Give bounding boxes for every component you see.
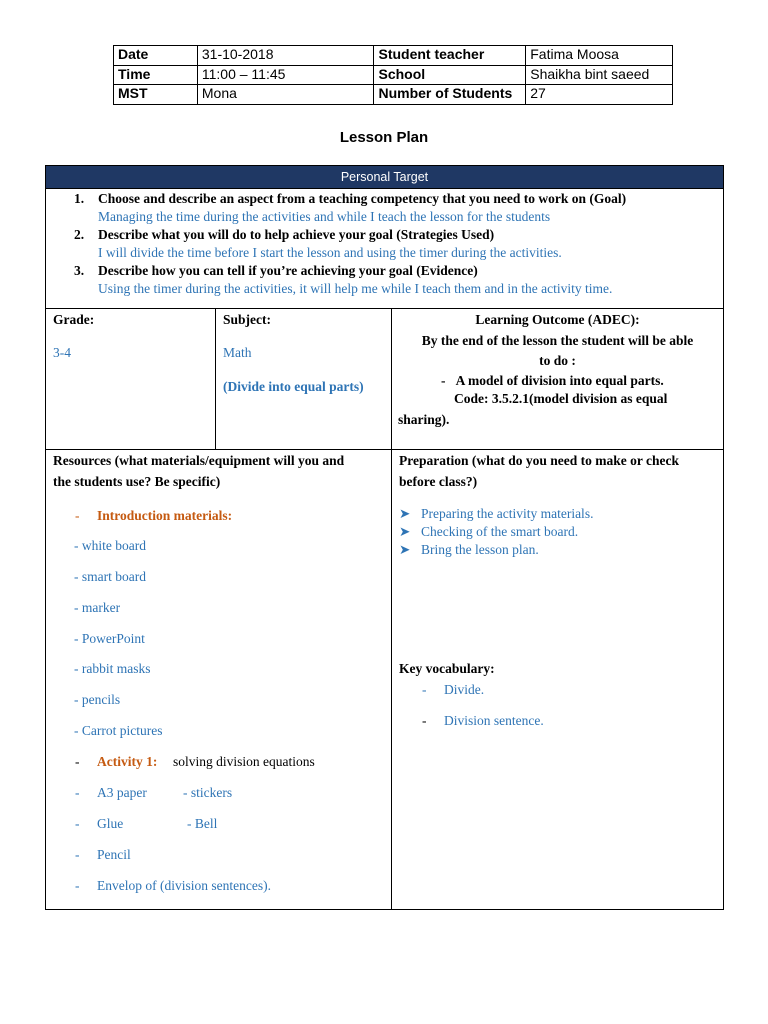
mst-label: MST [114, 85, 198, 105]
list-dash: - [75, 816, 80, 831]
learning-outcome [392, 312, 723, 432]
key-vocabulary-label: Key vocabulary: [399, 661, 495, 676]
list-dash: - [75, 508, 80, 523]
list-dash: - [75, 847, 80, 862]
arrow-bullet-icon: ➤ [399, 542, 411, 557]
preparation-item: Preparing the activity materials. [421, 506, 594, 521]
lesson-plan-table [45, 165, 724, 910]
grid-divider [215, 309, 216, 449]
page-title: Lesson Plan [339, 129, 429, 146]
resources-header: the students use? Be specific) [53, 474, 221, 489]
personal-target-body [46, 188, 723, 309]
subject-value: Math [223, 345, 252, 360]
school-value: Shaikha bint saeed [526, 65, 673, 85]
preparation-header: Preparation (what do you need to make or check [399, 453, 679, 468]
info-row-date [114, 46, 673, 66]
activity-label: Activity 1: [97, 754, 158, 769]
arrow-bullet-icon: ➤ [399, 506, 411, 521]
preparation-item: Checking of the smart board. [421, 524, 579, 539]
subject-label: Subject: [223, 312, 271, 327]
resource-item: - marker [74, 600, 121, 615]
personal-target-header: Personal Target [46, 166, 723, 188]
list-dash: - [75, 754, 80, 769]
info-row-mst [114, 85, 673, 105]
activity-item: Envelop of (division sentences). [97, 878, 271, 893]
intro-materials-label: Introduction materials: [97, 508, 233, 523]
outcome-line: Code: 3.5.2.1(model division as equal [454, 391, 668, 406]
list-dash: - [75, 878, 80, 893]
activity-item: Glue [97, 816, 124, 831]
mst-value: Mona [197, 85, 374, 105]
outcome-bullet: - [441, 373, 446, 388]
date-value: 31-10-2018 [197, 46, 374, 66]
target-question: Describe what you will do to help achieve your goal (Strategies Used) [98, 227, 495, 242]
grid-divider [46, 449, 723, 450]
time-label: Time [114, 65, 198, 85]
student-teacher-label: Student teacher [374, 46, 526, 66]
target-answer: Using the timer during the activities, it will help me while I teach them and in the activity time. [98, 281, 613, 296]
outcome-line: sharing). [398, 412, 450, 427]
resource-item: - Carrot pictures [74, 723, 163, 738]
arrow-bullet-icon: ➤ [399, 524, 411, 539]
target-question: Choose and describe an aspect from a teaching competency that you need to work on (Goal) [98, 191, 627, 206]
list-dash: - [75, 785, 80, 800]
resource-item: - PowerPoint [74, 631, 145, 646]
target-answer: I will divide the time before I start the lesson and using the timer during the activities. [98, 245, 562, 260]
grade-label: Grade: [53, 312, 95, 327]
list-dash: - [422, 682, 427, 697]
target-number: 2. [74, 227, 85, 242]
school-label: School [374, 65, 526, 85]
students-count-value: 27 [526, 85, 673, 105]
target-question: Describe how you can tell if you’re achieving your goal (Evidence) [98, 263, 478, 278]
target-number: 3. [74, 263, 85, 278]
target-answer: Managing the time during the activities and while I teach the lesson for the students [98, 209, 551, 224]
info-row-time [114, 65, 673, 85]
student-teacher-value: Fatima Moosa [526, 46, 673, 66]
outcome-line: to do : [539, 353, 576, 368]
outcome-bullet-line [392, 373, 723, 391]
time-value: 11:00 – 11:45 [197, 65, 374, 85]
activity-item: - Bell [187, 816, 218, 831]
outcome-label: Learning Outcome (ADEC): [475, 312, 640, 327]
list-dash: - [422, 713, 427, 728]
activity-item: A3 paper [97, 785, 147, 800]
activity-description: solving division equations [173, 754, 315, 769]
vocabulary-item: Divide. [444, 682, 485, 697]
grade-value: 3-4 [53, 345, 71, 360]
date-label: Date [114, 46, 198, 66]
target-number: 1. [74, 191, 85, 206]
activity-item: - stickers [183, 785, 233, 800]
outcome-line: By the end of the lesson the student will be able [421, 333, 694, 348]
resource-item: - rabbit masks [74, 661, 151, 676]
outcome-line: A model of division into equal parts. [455, 373, 664, 388]
resources-header: Resources (what materials/equipment will you and [53, 453, 345, 468]
vocabulary-item: Division sentence. [444, 713, 544, 728]
activity-item: Pencil [97, 847, 131, 862]
preparation-header: before class?) [399, 474, 478, 489]
preparation-item: Bring the lesson plan. [421, 542, 539, 557]
resource-item: - smart board [74, 569, 146, 584]
resource-item: - white board [74, 538, 146, 553]
students-count-label: Number of Students [374, 85, 526, 105]
info-table [113, 45, 673, 105]
resource-item: - pencils [74, 692, 121, 707]
subject-topic: (Divide into equal parts) [223, 379, 364, 394]
